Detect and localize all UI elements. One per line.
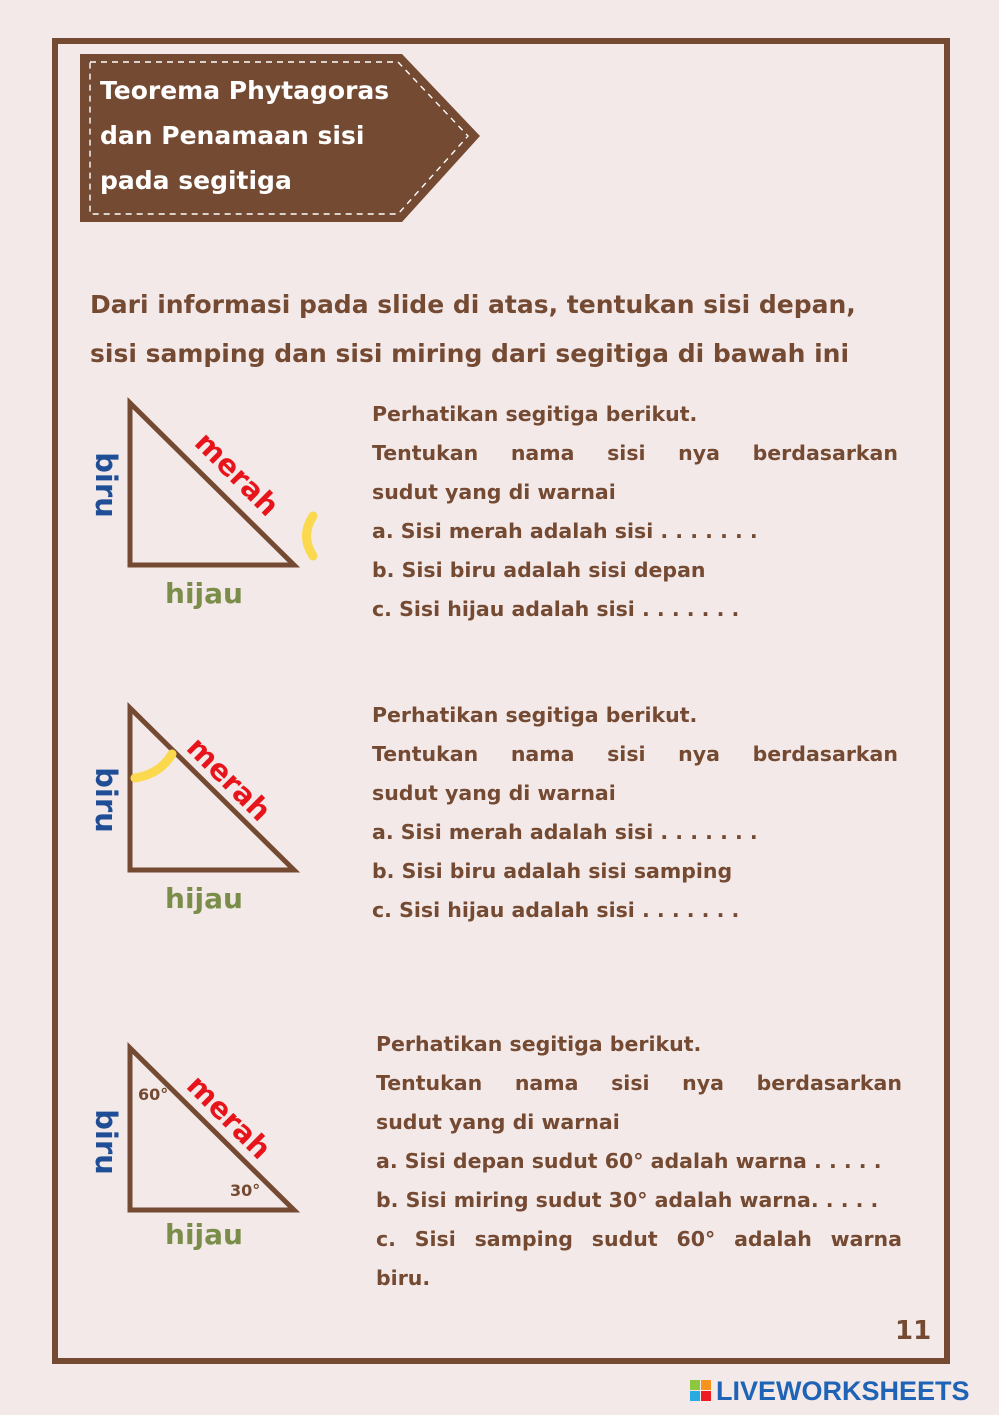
triangle-2-drawing	[80, 700, 320, 920]
page-number: 11	[895, 1316, 932, 1346]
q2-item-c: c. Sisi hijau adalah sisi . . . . . . .	[372, 898, 740, 922]
label-merah-1: merah	[188, 424, 287, 523]
label-merah-2: merah	[180, 729, 279, 828]
question-block-3	[376, 1025, 902, 1298]
label-hijau-2: hijau	[165, 882, 243, 915]
intro-line-2: sisi samping dan sisi miring dari segitiga di bawah ini	[90, 339, 850, 368]
liveworksheets-logo-icon	[690, 1380, 712, 1402]
q3-instruction-cont: sudut yang di warnai	[376, 1110, 620, 1134]
angle-30-label: 30°	[230, 1181, 261, 1200]
q2-item-a: a. Sisi merah adalah sisi . . . . . . .	[372, 820, 758, 844]
title-line-1: Teorema Phytagoras	[100, 76, 390, 105]
intro-line-1: Dari informasi pada slide di atas, tentukan sisi depan,	[90, 290, 856, 319]
q1-intro: Perhatikan segitiga berikut.	[372, 402, 698, 426]
q3-item-c-cont: biru.	[376, 1266, 431, 1290]
q2-instruction-cont: sudut yang di warnai	[372, 781, 616, 805]
label-biru-3: biru	[89, 1109, 123, 1175]
question-block-2	[372, 696, 898, 930]
q3-item-b: b. Sisi miring sudut 30° adalah warna. . . . .	[376, 1188, 879, 1212]
label-biru-2: biru	[89, 767, 123, 833]
label-hijau-1: hijau	[165, 577, 243, 610]
brand-watermark	[690, 1374, 970, 1408]
q2-item-b: b. Sisi biru adalah sisi samping	[372, 859, 733, 883]
q3-intro: Perhatikan segitiga berikut.	[376, 1032, 702, 1056]
q3-item-a: a. Sisi depan sudut 60° adalah warna . . . . .	[376, 1149, 882, 1173]
angle-mark-1	[307, 516, 314, 556]
question-block-1	[372, 395, 898, 629]
q1-item-b: b. Sisi biru adalah sisi depan	[372, 558, 706, 582]
title-line-3: pada segitiga	[100, 166, 292, 195]
triangle-1-drawing	[80, 395, 320, 615]
triangle-figure-1	[80, 395, 320, 615]
label-hijau-3: hijau	[165, 1218, 243, 1251]
brand-name: LIVEWORKSHEETS	[716, 1375, 970, 1406]
q1-item-a: a. Sisi merah adalah sisi . . . . . . .	[372, 519, 758, 543]
q1-instruction: Tentukan nama sisi nya berdasarkan	[372, 441, 898, 465]
triangle-figure-2	[80, 700, 320, 920]
angle-mark-2	[135, 754, 172, 778]
triangle-3-drawing	[80, 1040, 320, 1260]
q3-item-c: c. Sisi samping sudut 60° adalah warna	[376, 1227, 902, 1251]
q2-instruction: Tentukan nama sisi nya berdasarkan	[372, 742, 898, 766]
q1-item-c: c. Sisi hijau adalah sisi . . . . . . .	[372, 597, 740, 621]
intro-instruction	[90, 280, 910, 378]
title-line-2: dan Penamaan sisi	[100, 121, 365, 150]
q3-instruction: Tentukan nama sisi nya berdasarkan	[376, 1071, 902, 1095]
triangle-figure-3	[80, 1040, 320, 1260]
label-merah-3: merah	[180, 1067, 279, 1166]
q1-instruction-cont: sudut yang di warnai	[372, 480, 616, 504]
title-tag	[80, 54, 480, 222]
q2-intro: Perhatikan segitiga berikut.	[372, 703, 698, 727]
angle-60-label: 60°	[138, 1085, 169, 1104]
page-title	[100, 68, 420, 203]
label-biru-1: biru	[89, 452, 123, 518]
